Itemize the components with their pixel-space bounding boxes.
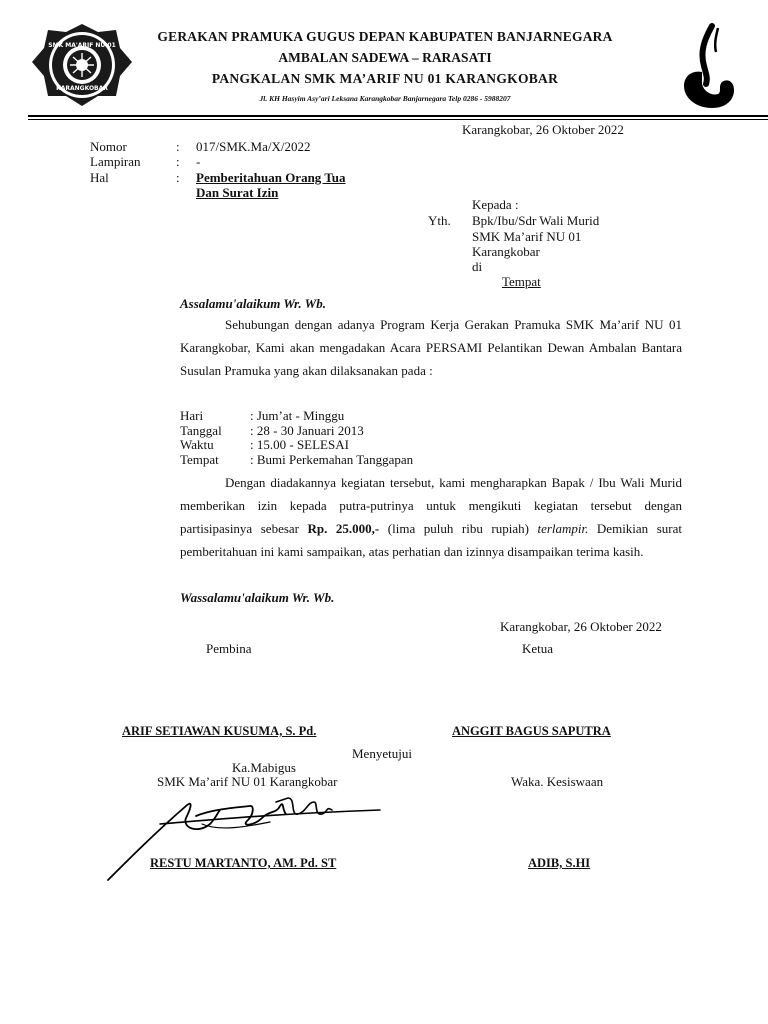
schedule-row: Tempat : Bumi Perkemahan Tanggapan: [180, 451, 414, 467]
paragraph-1: [180, 313, 682, 382]
schedule-table: [180, 409, 413, 467]
schedule-row: Tanggal : 28 - 30 Januari 2013: [180, 422, 364, 438]
menyetujui: Menyetujui: [352, 746, 412, 761]
letterhead-address: Jl. KH Hasyim Asy’ari Leksana Karangkobar Banjarnegara Telp 0286 - 5988207: [259, 94, 511, 103]
meta-value-nomor: 017/SMK.Ma/X/2022: [196, 139, 311, 154]
name-kamabigus: RESTU MARTANTO, AM. Pd. ST: [150, 856, 337, 870]
recipient-line4: di: [472, 259, 483, 274]
meta-label-hal: Hal: [90, 170, 109, 185]
meta-label-lampiran: Lampiran: [90, 154, 141, 169]
meta-value-hal-line2: Dan Surat Izin: [196, 185, 279, 200]
amount: Rp. 25.000,-: [307, 521, 380, 536]
svg-text:SMK MA'ARIF NU 01: SMK MA'ARIF NU 01: [48, 42, 116, 49]
recipient-line1: Bpk/Ibu/Sdr Wali Murid: [472, 213, 600, 228]
recipient-line2: SMK Ma’arif NU 01: [472, 229, 582, 244]
meta-value-hal: Pemberitahuan Orang Tua: [196, 170, 346, 185]
svg-text:KARANGKOBAR: KARANGKOBAR: [56, 85, 108, 92]
name-pembina: ARIF SETIAWAN KUSUMA, S. Pd.: [122, 724, 317, 738]
schedule-row: Waktu : 15.00 - SELESAI: [180, 437, 349, 452]
date-bottom: Karangkobar, 26 Oktober 2022: [500, 619, 662, 634]
meta-label-nomor: Nomor: [90, 139, 127, 154]
recipient-yth: Yth.: [428, 213, 451, 228]
paragraph-2: Dengan diadakannya kegiatan tersebut, kami mengharapkan Bapak / Ibu Wali Murid memberikan izin kepada putra-putrinya untuk mengikuti kegiatan tersebut dengan partisipasinya sebesar Rp. 25.000,- (lima puluh ribu rupiah) terlampir. Demikian surat pemberitahuan ini kami sampaikan, atas perhatian dan izinnya disampaikan terima kasih.: [180, 475, 682, 559]
title-ketua: Ketua: [522, 641, 554, 656]
date-top: Karangkobar, 26 Oktober 2022: [462, 122, 624, 137]
letterhead-line3: PANGKALAN SMK MA’ARIF NU 01 KARANGKOBAR: [211, 71, 559, 86]
closing: Wassalamu'alaikum Wr. Wb.: [180, 590, 335, 605]
meta-value-lampiran: -: [196, 154, 201, 169]
paragraph-1-text: Sehubungan dengan adanya Program Kerja Gerakan Pramuka SMK Ma’arif NU 01 Karangkobar, Kami akan mengadakan Acara PERSAMI Pelantikan Dewan Ambalan Bantara Susulan Pramuka yang akan dilaksanakan pada :: [180, 317, 682, 378]
name-waka: ADIB, S.HI: [528, 856, 591, 870]
name-ketua: ANGGIT BAGUS SAPUTRA: [452, 724, 611, 738]
meta-sep: :: [176, 154, 180, 169]
kamabigus-school: SMK Ma’arif NU 01 Karangkobar: [157, 774, 338, 789]
recipient-tempat: Tempat: [502, 274, 541, 289]
school-seal-logo: [30, 22, 134, 108]
schedule-row: Hari : Jum’at - Minggu: [180, 408, 345, 423]
greeting: Assalamu'alaikum Wr. Wb.: [180, 296, 326, 311]
meta-sep: :: [176, 139, 180, 154]
meta-sep: :: [176, 170, 180, 185]
kamabigus-title: Ka.Mabigus: [232, 760, 296, 775]
tunas-kelapa-icon: [678, 22, 740, 114]
recipient-line3: Karangkobar: [472, 244, 540, 259]
header-rule-thick: [28, 115, 768, 117]
header-rule-thin: [28, 119, 768, 120]
letterhead-line2: AMBALAN SADEWA – RARASATI: [278, 50, 492, 65]
letterhead-line1: GERAKAN PRAMUKA GUGUS DEPAN KABUPATEN BANJARNEGARA: [157, 29, 613, 44]
recipient-kepada: Kepada :: [472, 197, 519, 212]
waka-title: Waka. Kesiswaan: [511, 774, 604, 789]
title-pembina: Pembina: [206, 641, 252, 656]
